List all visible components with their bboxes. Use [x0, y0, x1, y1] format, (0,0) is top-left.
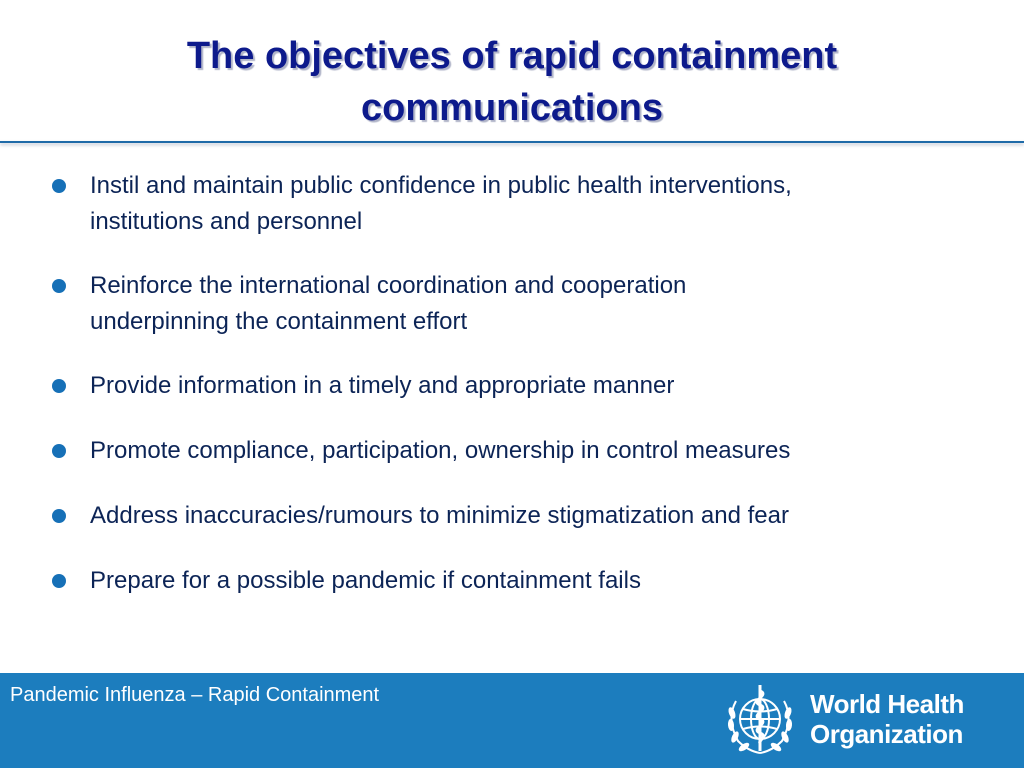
who-name-line: Organization — [810, 719, 963, 749]
bullet-line: Instil and maintain public confidence in public health interventions, — [90, 172, 792, 199]
bullet-item — [52, 168, 982, 240]
bullet-text — [90, 168, 982, 240]
bullet-dot-icon — [52, 444, 66, 458]
bullet-line: Reinforce the international coordination and cooperation — [90, 272, 687, 299]
bullet-line: institutions and personnel — [90, 208, 363, 235]
bullet-dot-icon — [52, 509, 66, 523]
footer-title: Pandemic Influenza – Rapid Containment — [10, 684, 380, 706]
bullet-line: Promote compliance, participation, ownership in control measures — [90, 437, 791, 464]
bullet-dot-icon — [52, 179, 66, 193]
bullet-item — [52, 498, 982, 534]
bullet-text — [90, 368, 982, 404]
bullet-line: Prepare for a possible pandemic if containment fails — [90, 567, 641, 594]
bullet-dot-icon — [52, 279, 66, 293]
bullet-dot-icon — [52, 379, 66, 393]
bullet-text — [90, 268, 982, 340]
bullet-item — [52, 268, 982, 340]
bullet-line: underpinning the containment effort — [90, 308, 468, 335]
who-emblem-icon — [718, 679, 802, 763]
bullet-text — [90, 498, 982, 534]
who-name — [810, 689, 964, 749]
bullet-item — [52, 433, 982, 469]
title-line: communications — [361, 87, 663, 129]
bullet-text — [90, 563, 982, 599]
bullet-dot-icon — [52, 574, 66, 588]
bullet-text — [90, 433, 982, 469]
who-logo — [718, 679, 978, 759]
bullet-item — [52, 368, 982, 404]
bullet-item — [52, 563, 982, 599]
bullet-line: Provide information in a timely and appropriate manner — [90, 372, 675, 399]
title-divider — [0, 141, 1024, 143]
footer-bar — [0, 673, 1024, 768]
bullet-line: Address inaccuracies/rumours to minimize stigmatization and fear — [90, 502, 789, 529]
title-line: The objectives of rapid containment — [186, 35, 838, 77]
slide-title — [0, 30, 1024, 134]
who-name-line: World Health — [810, 689, 964, 719]
